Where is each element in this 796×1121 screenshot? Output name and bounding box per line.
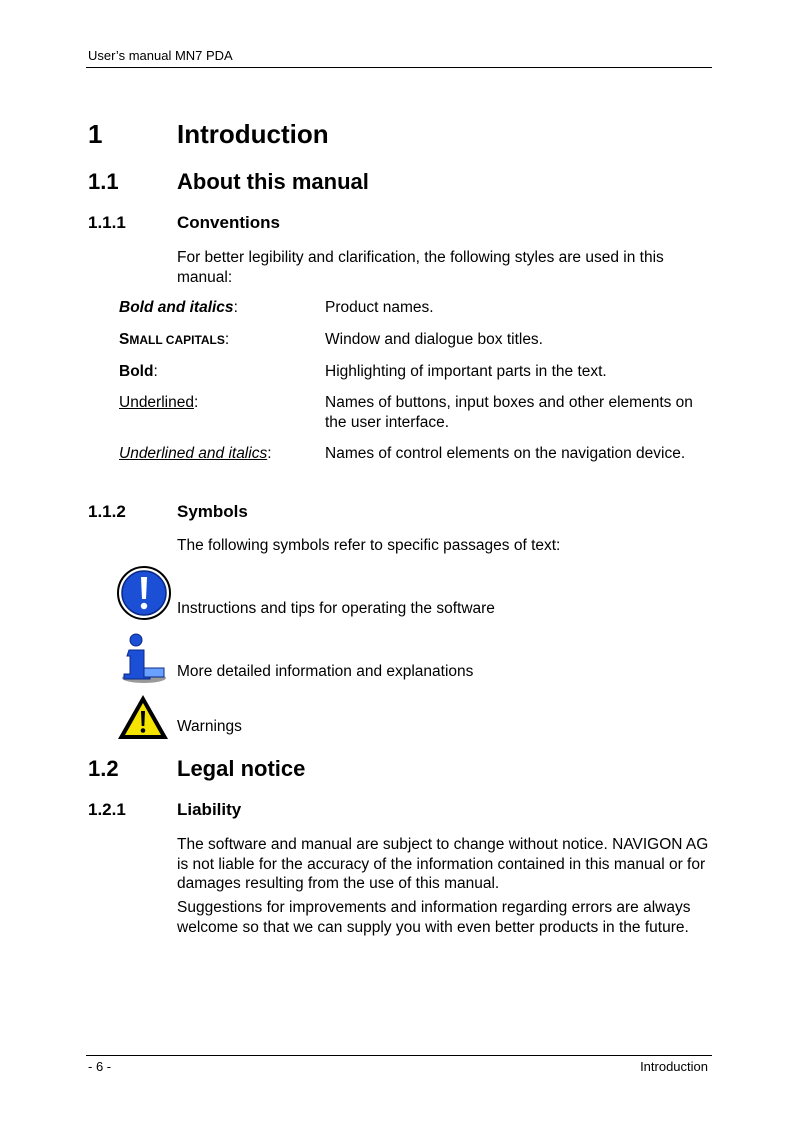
convention-desc: Product names.	[325, 299, 434, 316]
convention-desc: Names of control elements on the navigation device.	[325, 445, 686, 462]
convention-label	[119, 362, 158, 382]
convention-label	[119, 444, 272, 464]
symbol-description: More detailed information and explanations	[177, 663, 474, 680]
page-number: - 6 -	[88, 1059, 112, 1074]
symbol-description: Warnings	[177, 718, 242, 735]
subsection-title: Liability	[177, 800, 242, 819]
convention-label-text	[119, 331, 225, 348]
header-rule	[86, 67, 712, 68]
info-person-icon	[116, 630, 172, 686]
convention-sep: :	[224, 331, 230, 348]
conventions-intro: For better legibility and clarification, the following styles are used in this manual:	[177, 249, 664, 286]
warning-icon	[116, 691, 172, 747]
subsection-number: 1.2.1	[88, 800, 126, 819]
convention-sep: :	[193, 394, 199, 411]
chapter-number: 1	[88, 119, 103, 149]
convention-sep: :	[267, 445, 272, 462]
convention-desc: Highlighting of important parts in the text.	[325, 363, 607, 380]
convention-label	[119, 298, 238, 318]
convention-label-text: Underlined	[119, 394, 194, 411]
convention-label	[119, 330, 229, 351]
small-caps-rest: MALL CAPITALS	[129, 333, 225, 347]
footer-rule	[86, 1055, 712, 1056]
section-number: 1.1	[88, 169, 119, 194]
section-title: About this manual	[177, 169, 369, 194]
symbol-description: Instructions and tips for operating the software	[177, 600, 495, 617]
convention-desc: Names of buttons, input boxes and other elements on the user interface.	[325, 394, 693, 431]
section-number: 1.2	[88, 756, 119, 781]
small-caps-first: S	[119, 331, 130, 348]
exclamation-icon	[116, 565, 172, 621]
subsection-title: Conventions	[177, 213, 280, 232]
running-header: User’s manual MN7 PDA	[88, 48, 233, 63]
subsection-number: 1.1.1	[88, 213, 126, 232]
subsection-number: 1.1.2	[88, 502, 126, 521]
convention-label-text: Underlined and italics	[119, 445, 268, 462]
convention-desc: Window and dialogue box titles.	[325, 331, 543, 348]
convention-label-text: Bold	[119, 363, 154, 380]
convention-label-text: Bold and italics	[119, 299, 234, 316]
footer-section: Introduction	[640, 1059, 708, 1074]
suggestions-paragraph: Suggestions for improvements and information regarding errors are always welcome so that we can supply you with even better products in the future.	[177, 899, 691, 936]
convention-sep: :	[233, 299, 238, 316]
chapter-title: Introduction	[177, 119, 329, 149]
subsection-title: Symbols	[177, 502, 248, 521]
convention-sep: :	[153, 363, 158, 380]
convention-label	[119, 393, 198, 413]
liability-paragraph: The software and manual are subject to change without notice. NAVIGON AG is not liable for the accuracy of the information contained in this manual or for damages resulting from the use of this manual.	[177, 836, 709, 892]
section-title: Legal notice	[177, 756, 306, 781]
symbols-intro: The following symbols refer to specific passages of text:	[177, 537, 561, 554]
